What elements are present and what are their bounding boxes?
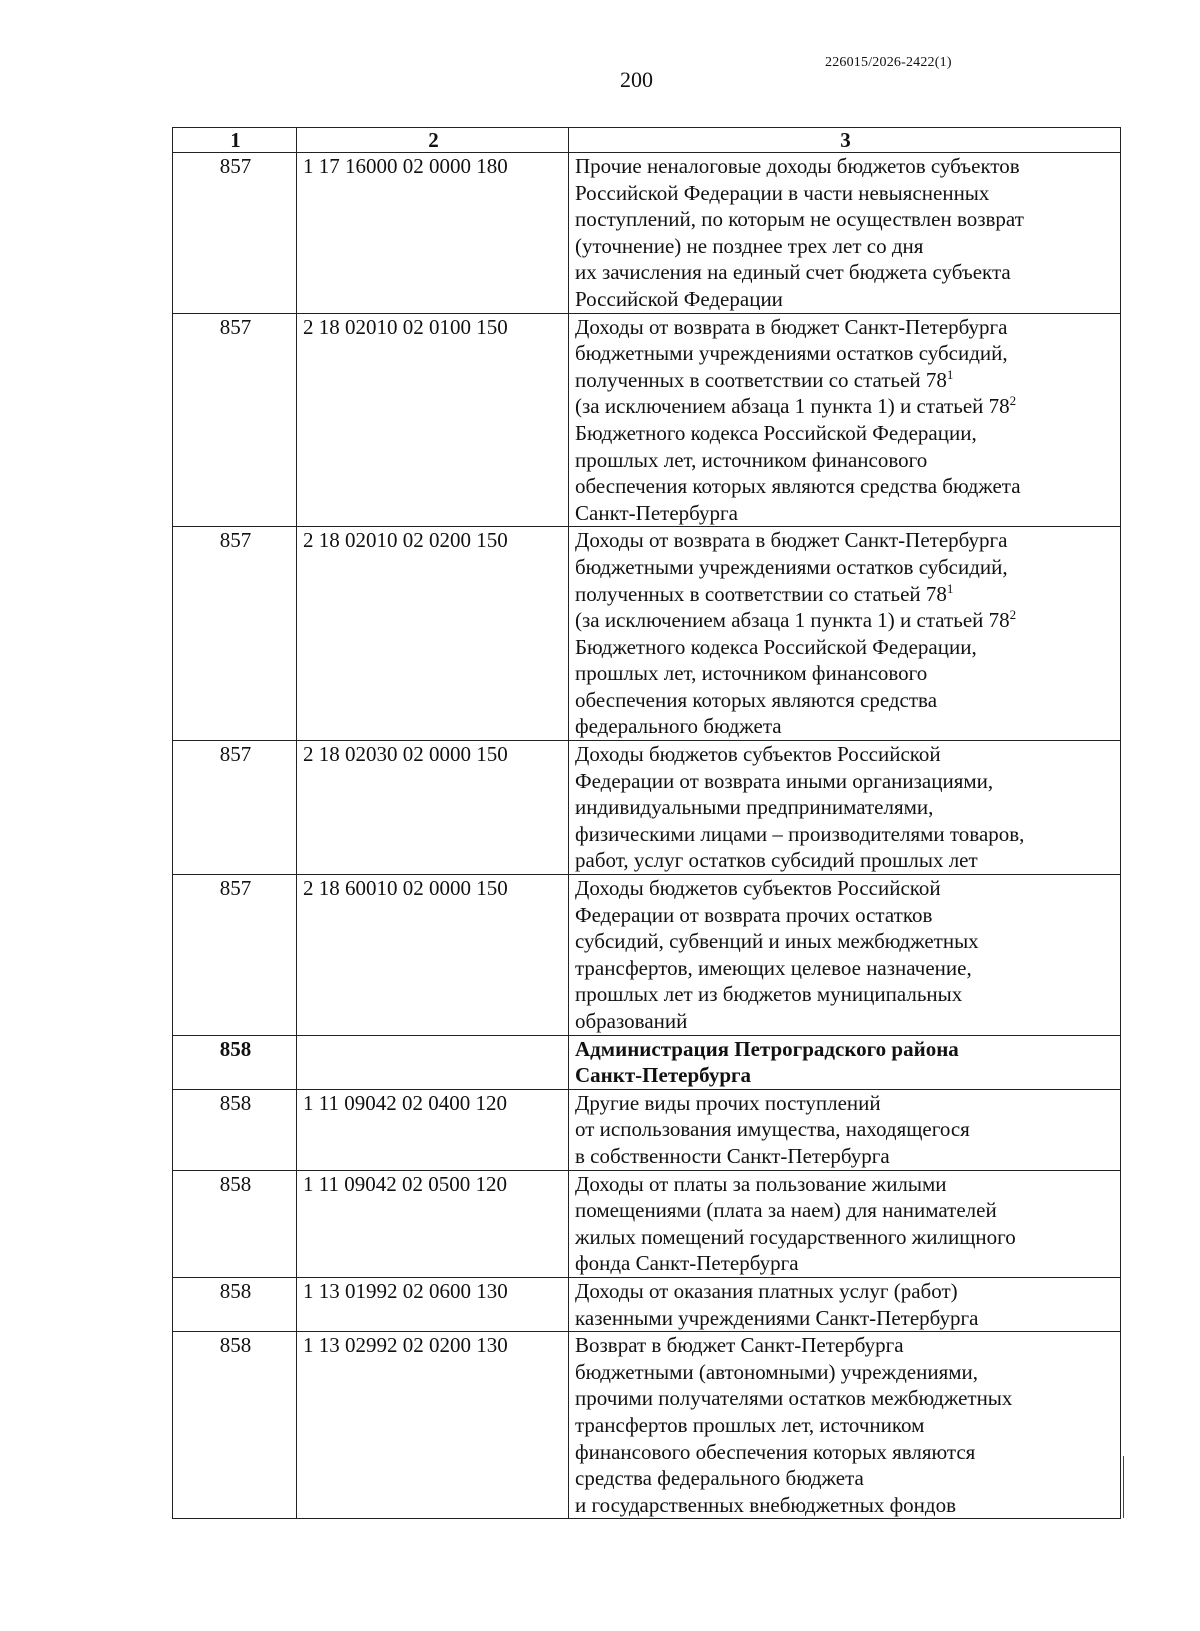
income-code-cell: 2 18 02030 02 0000 150	[297, 741, 569, 875]
description-line: Санкт-Петербурга	[575, 1063, 752, 1088]
description-line: Прочие неналоговые доходы бюджетов субъектов	[575, 154, 1020, 178]
agency-code-cell: 857	[173, 527, 297, 741]
description-line: и государственных внебюджетных фондов	[575, 1492, 957, 1517]
column-header-3: 3	[569, 128, 1121, 153]
agency-code-cell: 857	[173, 313, 297, 527]
table-row	[173, 527, 1121, 741]
description-line: образований	[575, 1009, 688, 1033]
description-line: трансфертов прошлых лет, источником	[575, 1412, 925, 1437]
table-header-row	[173, 128, 1121, 153]
description-line: Доходы от платы за пользование жилыми	[575, 1171, 947, 1196]
description-cell	[569, 875, 1121, 1036]
income-code-cell: 1 13 02992 02 0200 130	[297, 1332, 569, 1519]
description-line: субсидий, субвенций и иных межбюджетных	[575, 929, 979, 954]
agency-code-cell: 858	[173, 1035, 297, 1089]
description-line: Российской Федерации в части невыясненных	[575, 180, 990, 205]
table-row	[173, 1170, 1121, 1277]
description-line: индивидуальными предпринимателями,	[575, 795, 934, 820]
table-row	[173, 1277, 1121, 1331]
description-line: прошлых лет из бюджетов муниципальных	[575, 982, 963, 1007]
agency-code-cell: 858	[173, 1277, 297, 1331]
description-line: работ, услуг остатков субсидий прошлых лет	[575, 848, 978, 873]
description-line: Федерации от возврата иными организациями,	[575, 768, 994, 793]
description-line: Доходы от возврата в бюджет Санкт-Петербурга	[575, 314, 1008, 339]
description-line: фонда Санкт-Петербурга	[575, 1251, 799, 1276]
description-line: казенными учреждениями Санкт-Петербурга	[575, 1305, 979, 1330]
income-code-cell: 1 11 09042 02 0500 120	[297, 1170, 569, 1277]
table-row	[173, 1332, 1121, 1519]
table-row	[173, 741, 1121, 875]
agency-code-cell: 857	[173, 741, 297, 875]
agency-code-cell: 858	[173, 1089, 297, 1170]
description-line: прочими получателями остатков межбюджетных	[575, 1386, 1013, 1411]
description-cell	[569, 1035, 1121, 1089]
description-line: прошлых лет, источником финансового	[575, 447, 928, 472]
description-cell	[569, 313, 1121, 527]
description-line: трансфертов, имеющих целевое назначение,	[575, 955, 972, 980]
description-line: жилых помещений государственного жилищного	[575, 1224, 1016, 1249]
table-row	[173, 1089, 1121, 1170]
description-line: прошлых лет, источником финансового	[575, 661, 928, 686]
description-line: бюджетными (автономными) учреждениями,	[575, 1359, 979, 1384]
income-codes-table	[172, 127, 1121, 1519]
description-line: от использования имущества, находящегося	[575, 1117, 970, 1142]
description-line: Другие виды прочих поступлений	[575, 1090, 881, 1115]
description-line: Российской Федерации	[575, 286, 783, 311]
description-line: (за исключением абзаца 1 пункта 1) и статьей $78^2$	[575, 393, 1017, 419]
description-line: Федерации от возврата прочих остатков	[575, 902, 933, 927]
description-line: их зачисления на единый счет бюджета субъекта	[575, 260, 1011, 285]
description-line: Санкт-Петербурга	[575, 500, 738, 525]
description-line: (за исключением абзаца 1 пункта 1) и статьей $78^2$	[575, 607, 1017, 633]
income-code-cell: 2 18 02010 02 0100 150	[297, 313, 569, 527]
description-cell	[569, 527, 1121, 741]
column-header-2: 2	[297, 128, 569, 153]
income-code-cell: 2 18 60010 02 0000 150	[297, 875, 569, 1036]
description-line: средства федерального бюджета	[575, 1466, 864, 1491]
table-row	[173, 313, 1121, 527]
description-line: Бюджетного кодекса Российской Федерации,	[575, 634, 977, 659]
description-line: Администрация Петроградского района	[575, 1036, 959, 1061]
agency-code-cell: 857	[173, 153, 297, 314]
description-cell	[569, 1089, 1121, 1170]
description-cell	[569, 1332, 1121, 1519]
income-code-cell: 2 18 02010 02 0200 150	[297, 527, 569, 741]
description-line: в собственности Санкт-Петербурга	[575, 1143, 890, 1168]
agency-code-cell: 858	[173, 1170, 297, 1277]
agency-code-cell: 858	[173, 1332, 297, 1519]
table-body	[173, 153, 1121, 1519]
description-line: обеспечения которых являются средства бюджета	[575, 474, 1021, 499]
page-number: 200	[620, 67, 653, 92]
description-line: Бюджетного кодекса Российской Федерации,	[575, 420, 977, 445]
description-line: физическими лицами – производителями товаров,	[575, 821, 1025, 846]
description-cell	[569, 153, 1121, 314]
description-line: Доходы от оказания платных услуг (работ)	[575, 1278, 958, 1303]
description-line: помещениями (плата за наем) для нанимателей	[575, 1198, 997, 1223]
description-line: Возврат в бюджет Санкт-Петербурга	[575, 1333, 904, 1358]
description-cell	[569, 741, 1121, 875]
description-line: обеспечения которых являются средства	[575, 687, 938, 712]
page-edge-line	[1123, 1456, 1124, 1518]
income-code-cell: 1 13 01992 02 0600 130	[297, 1277, 569, 1331]
description-line: Доходы от возврата в бюджет Санкт-Петербурга	[575, 528, 1008, 553]
income-code-cell: 1 17 16000 02 0000 180	[297, 153, 569, 314]
description-line: поступлений, по которым не осуществлен возврат	[575, 207, 1024, 232]
description-cell	[569, 1277, 1121, 1331]
column-header-1: 1	[173, 128, 297, 153]
table-row	[173, 153, 1121, 314]
description-line: бюджетными учреждениями остатков субсидий,	[575, 341, 1008, 366]
description-line: федерального бюджета	[575, 714, 782, 739]
description-line: Доходы бюджетов субъектов Российской	[575, 876, 941, 901]
description-line: финансового обеспечения которых являются	[575, 1439, 976, 1464]
table-row	[173, 875, 1121, 1036]
description-line: Доходы бюджетов субъектов Российской	[575, 742, 941, 767]
description-line: бюджетными учреждениями остатков субсидий,	[575, 554, 1008, 579]
income-code-cell: 1 11 09042 02 0400 120	[297, 1089, 569, 1170]
description-line: полученных в соответствии со статьей $78^1$	[575, 580, 954, 606]
description-line: полученных в соответствии со статьей $78^1$	[575, 366, 954, 392]
description-line: (уточнение) не позднее трех лет со дня	[575, 233, 924, 258]
description-cell	[569, 1170, 1121, 1277]
agency-code-cell: 857	[173, 875, 297, 1036]
table-row	[173, 1035, 1121, 1089]
document-id: 226015/2026-2422(1)	[825, 55, 952, 70]
income-code-cell	[297, 1035, 569, 1089]
